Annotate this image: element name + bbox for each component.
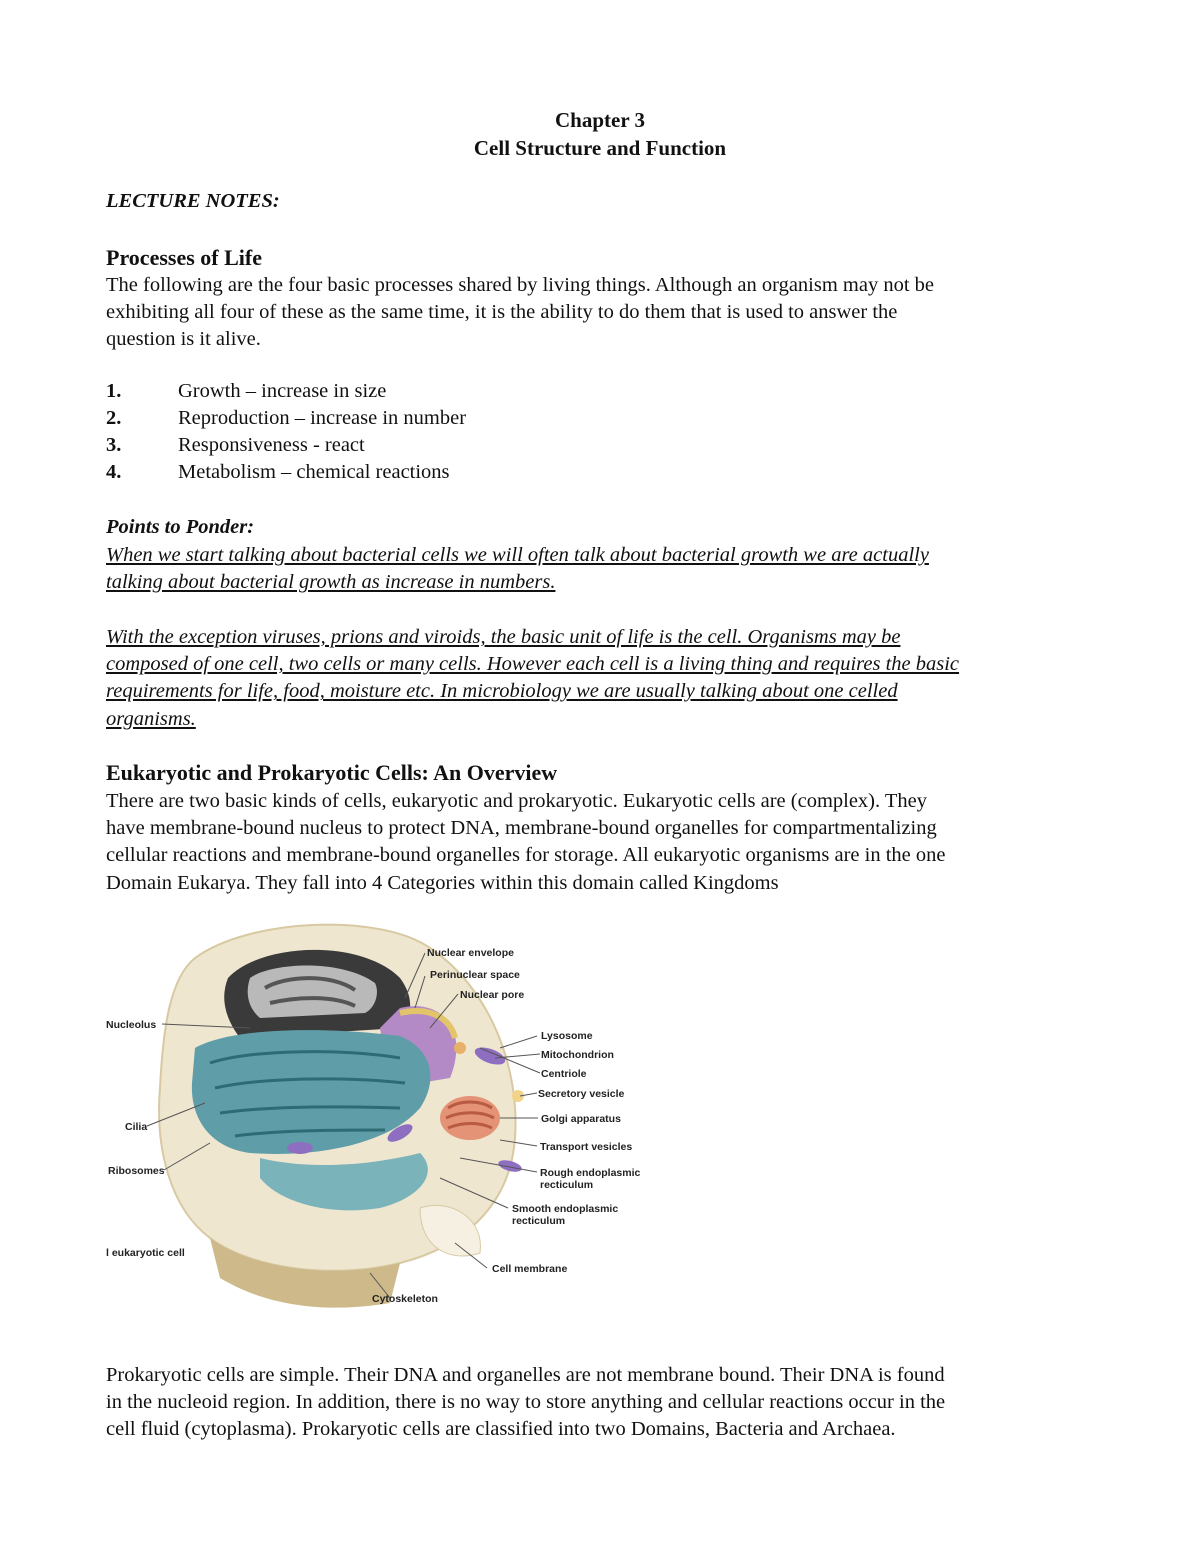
intro-line: The following are the four basic processes shared by living things. Although an organism may not be (106, 274, 934, 296)
label-rough-er: Rough endoplasmic (540, 1167, 641, 1179)
figure-caption: l eukaryotic cell (106, 1247, 185, 1259)
cell-illustration (100, 918, 660, 1316)
list-number: 1. (106, 380, 122, 402)
chapter-title: Cell Structure and Function (473, 136, 727, 160)
label-perinuclear-space: Perinuclear space (430, 969, 520, 981)
overview-line: There are two basic kinds of cells, eukaryotic and prokaryotic. Eukaryotic cells are (complex). They (106, 790, 928, 812)
chapter-number: Chapter 3 (554, 108, 646, 132)
label-mitochondrion: Mitochondrion (541, 1049, 614, 1061)
label-centriole: Centriole (541, 1068, 587, 1080)
label-golgi-apparatus: Golgi apparatus (541, 1113, 621, 1125)
list-number: 2. (106, 407, 122, 429)
label-cytoskeleton: Cytoskeleton (372, 1293, 438, 1305)
overview-line: cellular reactions and membrane-bound organelles for storage. All eukaryotic organisms are in the one (106, 844, 946, 867)
label-nuclear-pore: Nuclear pore (460, 989, 525, 1001)
label-lysosome: Lysosome (541, 1030, 593, 1042)
overview-heading: Eukaryotic and Prokaryotic Cells: An Overview (106, 760, 558, 785)
label-cell-membrane: Cell membrane (492, 1263, 568, 1275)
overview-line: Domain Eukarya. They fall into 4 Categories within this domain called Kingdoms (106, 871, 779, 894)
lecture-notes-label: LECTURE NOTES: (106, 190, 280, 212)
ponder-line: When we start talking about bacterial cells we will often talk about bacterial growth we are actually (106, 544, 929, 566)
intro-line: exhibiting all four of these as the same time, it is the ability to do them that is used to answer the (106, 301, 898, 324)
overview-paragraph (106, 788, 1106, 897)
ponder-line: talking about bacterial growth as increase in numbers. (106, 571, 556, 594)
label-cilia: Cilia (125, 1121, 148, 1133)
prokaryotic-line: Prokaryotic cells are simple. Their DNA and organelles are not membrane bound. Their DNA is found (106, 1364, 945, 1386)
ponder-paragraph-2 (106, 624, 1116, 733)
prokaryotic-paragraph (106, 1362, 1106, 1444)
list-item: Growth – increase in size (178, 380, 387, 402)
overview-line: have membrane-bound nucleus to protect DNA, membrane-bound organelles for compartmentalizing (106, 817, 937, 840)
processes-intro (106, 272, 1106, 354)
label-transport-vesicles: Transport vesicles (540, 1141, 633, 1153)
label-smooth-er: Smooth endoplasmic (512, 1203, 619, 1215)
list-item: Metabolism – chemical reactions (178, 461, 450, 483)
processes-heading: Processes of Life (106, 245, 262, 270)
list-number: 3. (106, 434, 122, 456)
intro-line: question is it alive. (106, 328, 261, 351)
ponder-heading: Points to Ponder: (106, 516, 255, 538)
label-secretory-vesicle: Secretory vesicle (538, 1088, 625, 1100)
eukaryotic-cell-figure (100, 918, 660, 1316)
ponder-line: With the exception viruses, prions and viroids, the basic unit of life is the cell. Organisms may be (106, 626, 901, 648)
label-nucleolus: Nucleolus (106, 1019, 157, 1031)
ponder-line: composed of one cell, two cells or many cells. However each cell is a living thing and requires the basic (106, 653, 960, 676)
prokaryotic-line: cell fluid (cytoplasma). Prokaryotic cells are classified into two Domains, Bacteria and Archaea. (106, 1418, 896, 1441)
label-rough-er: recticulum (540, 1179, 594, 1191)
ponder-paragraph-1 (106, 542, 1106, 596)
label-ribosomes: Ribosomes (108, 1165, 165, 1177)
label-smooth-er: recticulum (512, 1215, 566, 1227)
list-item: Reproduction – increase in number (178, 407, 467, 429)
ponder-line: organisms. (106, 707, 196, 730)
ponder-line: requirements for life, food, moisture etc. In microbiology we are usually talking about one celled (106, 680, 898, 703)
prokaryotic-line: in the nucleoid region. In addition, there is no way to store anything and cellular reactions occur in the (106, 1391, 946, 1414)
label-nuclear-envelope: Nuclear envelope (427, 947, 514, 959)
list-item: Responsiveness - react (178, 434, 365, 456)
list-number: 4. (106, 461, 122, 483)
